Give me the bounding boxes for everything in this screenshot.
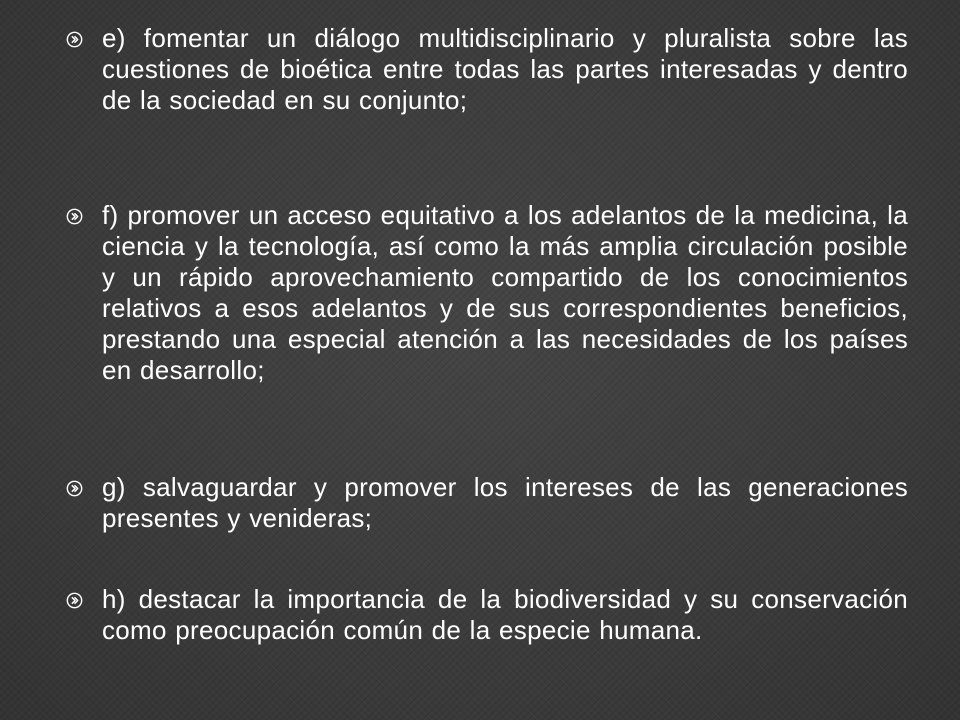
circled-chevron-right-icon [66, 480, 83, 497]
circled-chevron-right-icon [66, 592, 83, 609]
circled-chevron-right-icon [66, 31, 83, 48]
bullet-text: e) fomentar un diálogo multidisciplinario y pluralista sobre las cuestiones de bioética entre todas las partes interesadas y dentro de la sociedad en su conjunto; [102, 23, 908, 115]
bullet-text: h) destacar la importancia de la biodiversidad y su conservación como preocupación común de la especie humana. [102, 584, 908, 645]
circled-chevron-right-icon [66, 208, 83, 225]
bullet-text: f) promover un acceso equitativo a los adelantos de la medicina, la ciencia y la tecnología, así como la más amplia circulación posible y un rápido aprovechamiento compartido de los conocimientos relativos a esos adelantos y de sus correspondientes beneficios, prestando una especial atención a las necesidades de los países en desarrollo; [102, 200, 908, 385]
bullet-text: g) salvaguardar y promover los intereses de las generaciones presentes y venideras; [102, 472, 908, 533]
